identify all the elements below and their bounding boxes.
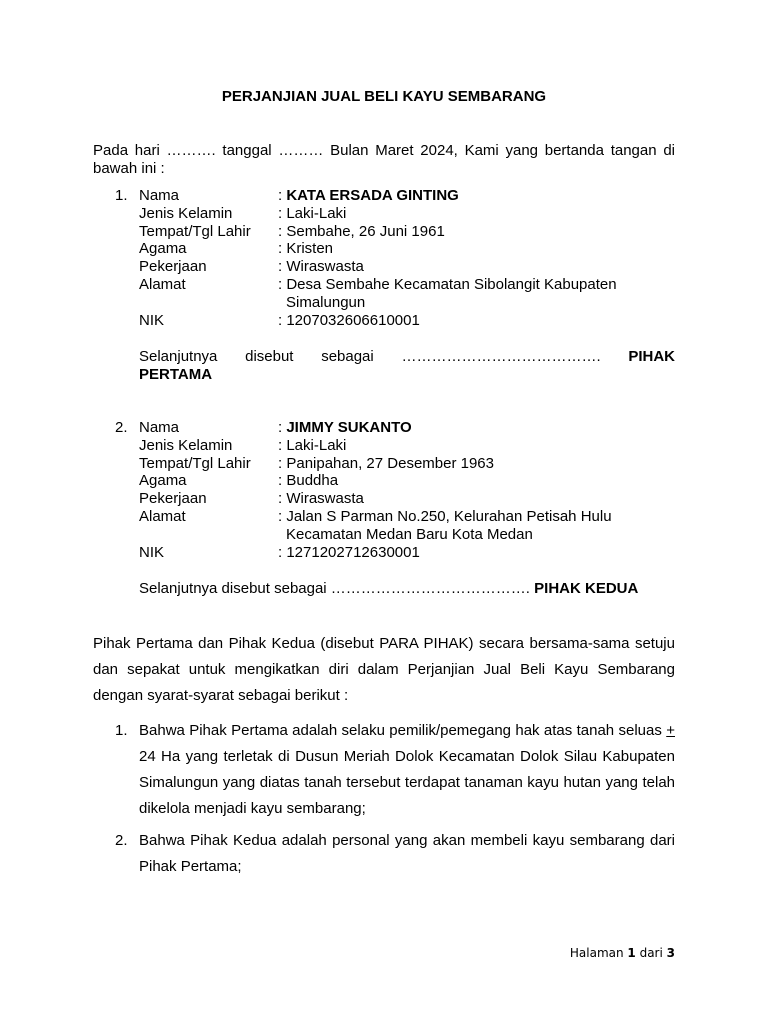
clause-text [139,718,675,822]
party-1-occupation-row [115,258,675,276]
current-page: 1 [627,946,636,960]
clause-text-part: 24 Ha yang terletak di Dusun Meriah Dolok Kecamatan Dolok Silau Kabupaten Simalungun yang diatas tanah tersebut terdapat tanaman kayu hutan yang telah dikelola menjadi kayu sembarang; [139,748,675,817]
field-value: Laki-Laki [286,436,347,454]
party-2-details [115,419,675,561]
field-value: Laki-Laki [286,204,347,222]
party-2-religion-row [115,472,675,490]
document-title: PERJANJIAN JUAL BELI KAYU SEMBARANG [221,88,547,105]
designation-role: PIHAK [628,348,675,365]
field-value: Jalan S Parman No.250, Kelurahan Petisah Hulu [286,507,612,525]
clause-number: 1. [115,722,128,739]
party-1-nik-row [115,312,675,330]
party-2-designation [139,580,675,598]
party-1-number: 1. [115,187,128,204]
party-1-details [115,187,675,329]
field-label: Nama [139,187,180,204]
field-label: NIK [139,543,165,561]
agreement-paragraph: Pihak Pertama dan Pihak Kedua (disebut PARA PIHAK) secara bersama-sama setuju dan sepakat untuk mengikatkan diri dalam Perjanjian Jual Beli Kayu Sembarang dengan syarat-syarat sebagai berikut : [93,635,675,704]
colon: : [278,187,287,204]
party-2-gender-row [115,437,675,455]
colon: : [278,275,287,293]
colon: : [278,436,287,454]
party-1-role: PERTAMA [139,366,213,383]
party-1-name-row [115,187,675,205]
party-2-name-row [115,419,675,437]
colon: : [278,507,287,525]
plus-minus-symbol: + [666,722,675,739]
field-value: Desa Sembahe Kecamatan Sibolangit Kabupaten [286,275,617,293]
field-value: Wiraswasta [286,258,364,276]
field-label: Jenis Kelamin [139,436,233,454]
total-pages: 3 [666,946,675,960]
designation-role: PIHAK KEDUA [534,580,639,597]
party-1-name: KATA ERSADA GINTING [286,187,459,204]
field-label: Alamat [139,507,186,525]
colon: : [278,454,287,472]
field-label: NIK [139,311,165,329]
field-value: Buddha [286,472,339,490]
party-2-nik-row [115,544,675,562]
party-1-address-row [115,276,675,312]
footer-mid: dari [635,946,667,960]
field-value: Wiraswasta [286,490,364,508]
clause-number: 2. [115,832,128,849]
party-1-birth-row [115,223,675,241]
field-value: Panipahan, 27 Desember 1963 [286,454,494,472]
field-label: Pekerjaan [139,258,207,276]
field-label: Tempat/Tgl Lahir [139,454,251,472]
intro-paragraph: Pada hari ………. tanggal ……… Bulan Maret 2024, Kami yang bertanda tangan di bawah ini : [93,142,675,177]
party-2-name: JIMMY SUKANTO [286,419,412,436]
designation-word: sebagai [321,348,374,365]
colon: : [278,222,287,240]
colon: : [278,204,287,222]
list-item [115,718,675,822]
field-value: Kristen [286,240,334,258]
field-label: Alamat [139,275,186,293]
field-label: Pekerjaan [139,490,207,508]
field-value: 1271202712630001 [286,543,420,561]
party-2-occupation-row [115,490,675,508]
party-1-designation [139,348,675,366]
page-footer [570,946,675,960]
party-2-birth-row [115,455,675,473]
colon: : [278,490,287,508]
field-value-continued: Simalungun [286,293,366,311]
field-label: Agama [139,472,187,490]
colon: : [278,240,287,258]
colon: : [278,311,287,329]
clause-list [115,718,675,886]
clause-text-part: Bahwa Pihak Pertama adalah selaku pemilik/pemegang hak atas tanah seluas [139,722,667,739]
clause-text: Bahwa Pihak Kedua adalah personal yang akan membeli kayu sembarang dari Pihak Pertama; [139,832,675,875]
colon: : [278,419,287,436]
colon: : [278,543,287,561]
designation-dots: …………………………………. [401,348,601,365]
designation-word: disebut [245,348,294,365]
field-label: Tempat/Tgl Lahir [139,222,251,240]
field-label: Jenis Kelamin [139,204,233,222]
designation-word: Selanjutnya [139,348,218,365]
field-label: Nama [139,419,180,436]
party-1-religion-row [115,240,675,258]
footer-prefix: Halaman [569,946,628,960]
colon: : [278,472,287,490]
field-value: 1207032606610001 [286,311,420,329]
party-2-number: 2. [115,419,128,436]
field-value-continued: Kecamatan Medan Baru Kota Medan [286,525,533,543]
party-2-address-row [115,508,675,544]
colon: : [278,258,287,276]
list-item [115,828,675,880]
field-value: Sembahe, 26 Juni 1961 [286,222,445,240]
field-label: Agama [139,240,187,258]
designation-text: Selanjutnya disebut sebagai …………………………………. [139,580,535,597]
party-1-gender-row [115,205,675,223]
